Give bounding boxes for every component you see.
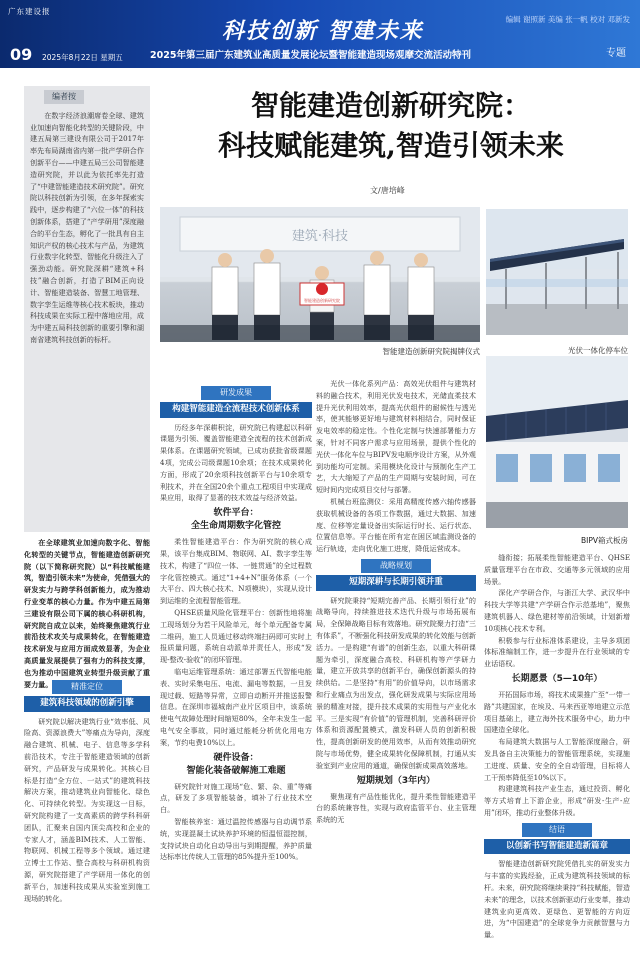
long-term-heading: 长期愿景（5—10年） [511,673,603,684]
svg-text:建筑·科技: 建筑·科技 [291,229,349,244]
section1-title: 建筑科技领域的创新引擎 [24,696,150,712]
event-title: 2025年第三届广东建筑业高质量发展论坛暨智能建造现场观摩交流活动特刊 [150,50,471,61]
cooperation-paragraph: 深化产学研合作，与浙江大学、武汉华中科技大学等共建“产学研合作示范基地”，聚焦建筑机器人、绿色建材等前沿领域，计划新增10项核心技术专利。 [484,588,630,633]
power-system-paragraph: 临电运维管理系统：通过部署五代智能电能表、实时采集电压、电流、漏电等数据，一旦发现过载、短路等异常，立即自动断开并推送报警信息。在深圳市福城南产业片区项目中，该系统使电气故障处理时间缩短80%，全年未发生一起电气安全事故，同时通过能耗分析优化用电方案，节约电费10%以上。 [160,666,312,747]
section1 [24,676,150,948]
pv-carport-caption: 光伏一体化停车位 [568,346,628,355]
qhse-paragraph: QHSE质量风险化管理平台：创新性地将施工现场划分为若干风险单元，每个单元配备专属二维码，施工人员通过移动终端扫码即可实时上报质量问题，系统自动派单并责任人，形成“发现-整改-验收”的闭环管理。 [160,607,312,665]
svg-text:智能建造创新研究院: 智能建造创新研究院 [304,298,340,303]
ceremony-illustration [160,207,480,342]
curing-room-paragraph: 智能核养室：通过温控传感器与自动调节系统，实现混凝土试块养护环境的恒温恒湿控制，支持试块自动化自动导出与到期提醒，养护质量达标率比传统人工管理的85%提升至100%。 [160,816,312,862]
bipv-house-illustration [486,356,628,528]
pv-carport-photo [486,209,628,335]
editor-note-tag: 编者按 [44,90,84,104]
section2-title: 构建智能建造全流程技术创新体系 [160,402,312,418]
section3 [316,378,476,950]
hardware-heading: 硬件设备： 智能化装备破解施工难题 [186,752,286,776]
bipv-caption: BIPV箱式板房 [580,536,628,545]
byline: 文/唐培峰 [370,186,405,195]
international-paragraph: 开拓国际市场，将技术成果推广至“一带一路”共建国家，在埃及、马来西亚等地建立示范项目基础上，建立海外技术服务中心，助力中国建造全球化。 [484,689,630,735]
ecosystem-paragraph: 构建建筑科技产业生态，通过投资、孵化等方式培育上下游企业，形成“研发-生产-应用”闭环，推动行业整体升级。 [484,784,630,817]
bipv-house-photo [486,356,628,528]
platform-paragraph: 柔性智能建造平台：作为研究院的核心成果，该平台集成BIM、物联网、AI、数字孪生等技术，构建了“四位一体、一链贯通”的全过程数字化管控模式。通过“1+4+N”服务体系（一个大平台、四大核心技术、N项模块），实现从设计到运维的全流程智能管理。 [160,537,312,606]
software-heading: 软件平台： 全生命周期数字化管控 [190,508,281,532]
monitor-paragraph: 机械台班监测仪：采用高精度传感六轴传感器获取机械设备的各项工作数据，通过大数据、加速度、位移等定量设备出实际运行时长、运行状态、位置信息等。平台能在所有定在困区域监测设备的运行轨迹，走向优化施工进度，降低运营成本。 [316,496,476,554]
section2-text: 历经多年深耕积淀，研究院已构建起以科研课题为引领、覆盖智能建造全流程的技术创新成果体系。在课题研究领域，已成功获批省级课题4项，完成公司级课题10余项；在技术成果转化方面，形成了20余项科技创新平台与10余项专利技术，并在全国20余个重点工程项目中实现成果应用，取得了显著的技术效益与经济效益。 [160,422,312,503]
short-term-paragraph: 聚焦现有产品性能优化，提升柔性智能建造平台的系统兼容性，实现与政府监管平台、业主管理系统的无 [316,791,476,825]
section3-title: 短期深耕与长期引领并重 [316,575,476,591]
section4 [484,552,630,950]
conclusion-paragraph: 智能建造创新研究院凭借扎实的研发实力与丰富的实践经验，正成为建筑科技领域的标杆。未来，研究院将继续秉持“科技赋能，智造未来”的理念，以技术创新驱动行业变革，推动建筑业向更高效、更绿色、更智能的方向迈进，为“中国建造”的全球竞争力贡献智慧与力量。 [484,859,630,940]
section-banner-title: 科技创新 智建未来 [222,19,424,44]
ai-paragraph: 布局建筑大数据与人工智能深度融合，研发具备自主决策能力的智能管理系统，实现施工进度、质量、安全的全自动管理，目标将人工干预率降低至10%以下。 [484,737,630,782]
pv-paragraph: 光伏一体化系列产品：高效光伏组件与建筑材料的融合技术，利用光伏发电技术，光储直柔技术提升光伏利用效率，提高光伏组件的耐候性与透光率，使其能够更好地与建筑材料相结合，同时保证发电效率的稳定性。个性化定制与快速部署能力方案，针对不同客户需求与应用场景，提供个性化的光伏一体化车位与BIPV发电顺序设计方案，从外观到功能均可定制。采用模块化设计与预制化生产工艺，大大缩短了产品的生产周期与安装时间，可在短时间内完成项目交付与部署。 [316,379,476,495]
section3-tag: 战略规划 [361,559,431,573]
section1-text: 研究院以解决建筑行业“效率低、风险高、资源浪费大”等痛点为导向，深度融合建筑、机械、电子、信息等多学科前沿技术，专注于智能建造领域的创新研究，产品研发与成果转化。其核心目标是打造“全方位、一站式”的建筑科技解决方案，推动建筑业向智能化、绿色化、可持续化转型。为实现这一目标，研究院构建了一支高素质的跨学科科研团队，汇聚来自国内顶尖高校和企业的专家人才，涵盖BIM技术、人工智能、物联网、机械工程等多个领域。通过建立博士工作站、整合高校与科研机构资源，研究院搭建了产学研用一体化的创新平台，加速科技成果从实验室到施工现场的转化。 [24,716,150,903]
editor-credits: 编辑 谢照新 美编 张一帆 校对 邓新发 [505,15,630,24]
short-term-heading: 短期规划（3年内） [356,775,436,786]
page-header [0,0,640,68]
standards-paragraph: 积极参与行业标准体系建设，主导多项团体标准编制工作，进一步提升在行业领域的专业话语权。 [484,635,630,669]
editor-note-text: 在数字经济浪潮席卷全球、建筑业加速向智能化转型的关键阶段，中建五局第三建设有限公司于2017年率先布局湖南省内第一批产学研合作创新平台——中建五局三公司智能建造研究院，并以此为依托率先打造了“中建智能建造技术研究院”。研究院以科技创新为引领，在多年探索实践中，逐步构建了“六位一体”的科技创新体系，搭建了“产学研用”深度融合的平台生态，孵化了一批具有自主知识产权的核心技术与产品，为建筑行业数字化转型、智能化升级注入了强劲动能。研究院深耕“建筑+科技”融合创新，打造了BIM正向设计、智能建造装备、智慧工地管理、数字孪生运维等核心技术板块，推动科技成果在实际工程中落地应用，成为中建五局科技创新的重要引擎和湖南省建筑科技创新的标杆。 [30,110,144,344]
issue-date: 2025年8月22日 星期五 [42,53,123,62]
section2-tag: 研发成果 [201,386,271,400]
conclusion-title: 以创新书写智能建造新篇章 [484,839,630,855]
editor-note-box [24,86,150,532]
scenario-paragraph: 缝衔接；拓展柔性智能建造平台、QHSE质量管理平台在市政、交通等多元领域的应用场景。 [484,553,630,586]
ceremony-photo [160,207,480,342]
newspaper-label: 广东建设报 [8,7,51,16]
article-title: 智能建造创新研究院： 科技赋能建筑,智造引领未来 [218,89,564,162]
strategy-paragraph: 研究院秉持“短期完善产品、长期引领行业”的战略导向，持续推进技术迭代升级与市场拓展布局，全保障战略目标有效落地。研究院聚力打造“三有体系”，不断强化科技研发成果的转化效能与创新活力。一是构建“有谱”的创新生态，以重大科研课题为牵引，深度融合高校、科研机构等产学研力量，建立开放共享的创新平台，确保创新源头的持续供给。二是坚持“有用”的价值导向，以市场需求和行业痛点为出发点，强化研发成果与实际应用场景的精准对接，提升技术成果的实用性与产业化水平。三是实现“有价值”的管理机制，完善科研评价体系和资源配置模式，激发科研人员的创新积极性，提高创新研发的使用效率，从而有效推动研究院与市场优势，健全成果转化保障机制，打通从实验室到产业应用的通道，确保创新成果高效落地。 [316,595,476,770]
pv-carport-illustration [486,209,628,335]
page-number: 09 [10,45,33,64]
photo-caption: 智能建造创新研究院揭牌仪式 [382,347,480,356]
conclusion-tag: 结语 [522,823,592,837]
section-label: 专题 [606,48,626,59]
section2 [160,382,312,950]
section1-tag: 精准定位 [52,680,122,694]
hardware-intro: 研究院针对施工现场“危、繁、杂、重”等痛点，研发了多项智能装备，填补了行业技术空白。 [160,781,312,815]
lead-paragraph: 在全球建筑业加速向数字化、智能化转型的关键节点，智能建造创新研究院（以下简称研究院）以“科技赋能建筑，智造引领未来”为使命，凭借强大的研发实力与跨学科创新能力，成为推动行业变革的核心力量。作为中建五局第三建设有限公司下属的核心科研机构，研究院自成立以来，始终聚焦建筑行业前沿技术攻关与成果转化，在智能建造技术研发与应用方面成效显著，为企业高质量发展提供了强有力的科技支撑，也为推动中国建筑业转型升级贡献了重要力量。 [24,538,150,689]
